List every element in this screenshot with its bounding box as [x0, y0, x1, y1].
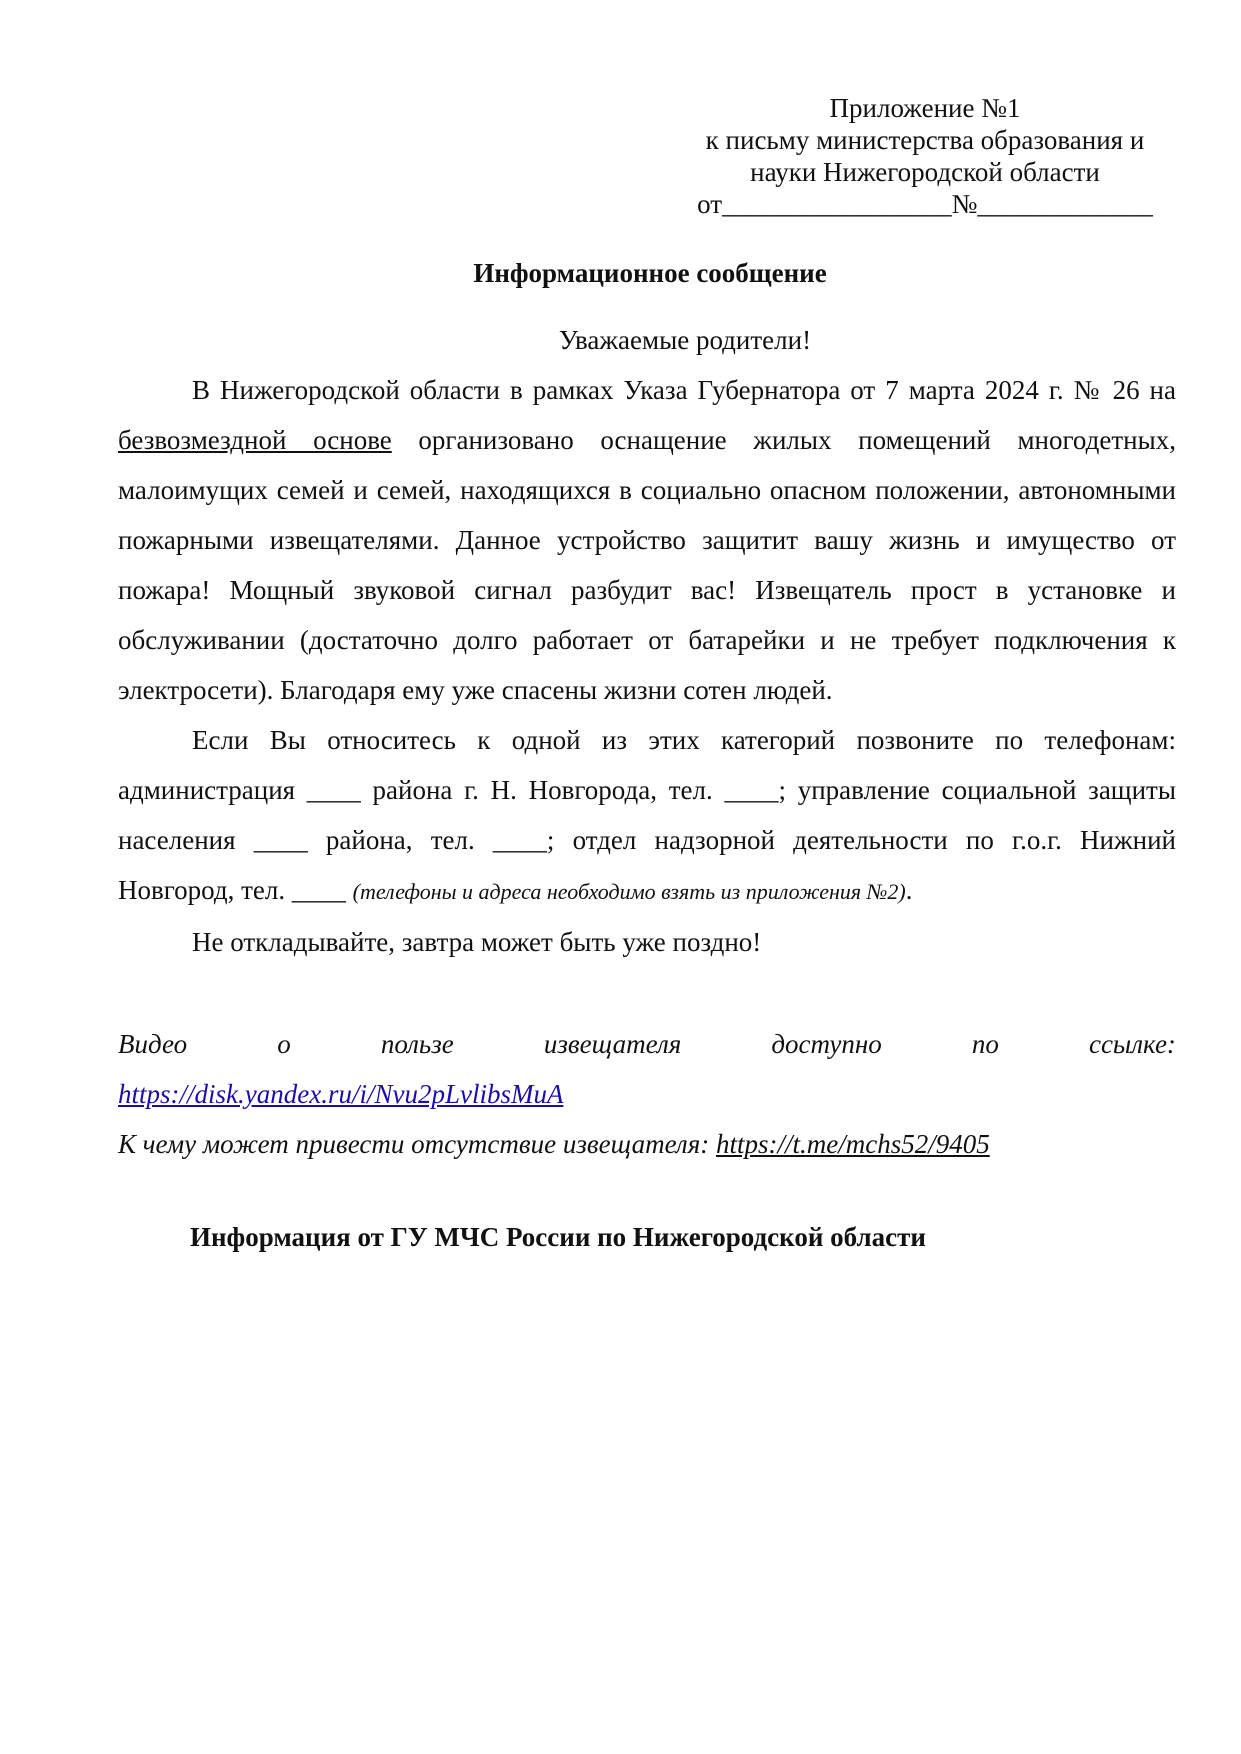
- consequence-line: [118, 1119, 1176, 1169]
- appendix-ministry: науки Нижегородской области: [750, 157, 1100, 187]
- paragraph-contacts: [118, 715, 1176, 917]
- video-word: доступно: [771, 1029, 882, 1059]
- document-title: Информационное сообщение: [473, 258, 827, 288]
- consequence-label: К чему может привести отсутствие извещателя:: [118, 1129, 716, 1159]
- telegram-link[interactable]: https://t.me/mchs52/9405: [716, 1129, 990, 1159]
- video-link-line: [118, 1069, 1176, 1119]
- appendix-date-number: от_________________№_____________: [697, 189, 1153, 219]
- appendix-number: Приложение №1: [829, 93, 1021, 123]
- free-of-charge-underlined: безвозмездной основе: [118, 425, 392, 455]
- greeting: Уважаемые родители!: [558, 325, 812, 355]
- paragraph-contacts-text: Если Вы относитесь к одной из этих категорий позвоните по телефонам: администрация ____ района г. Н. Новгорода, тел. ____; управление социальной защиты населения ____ района, тел. ____; отдел надзорной деятельности по г.о.г. Нижний Новгород, тел. ____: [118, 725, 1176, 905]
- mchs-info-heading: Информация от ГУ МЧС России по Нижегородской области: [190, 1222, 926, 1252]
- video-intro-line: [118, 1019, 1176, 1069]
- paragraph-decree-start: В Нижегородской области в рамках Указа Губернатора от 7 марта 2024 г. № 26 на: [192, 375, 1176, 405]
- video-word: ссылке:: [1088, 1029, 1176, 1059]
- appendix-letter-ref: к письму министерства образования и: [705, 125, 1145, 155]
- video-section: [118, 1019, 1176, 1169]
- video-word: Видео: [118, 1029, 188, 1059]
- body-text: [118, 365, 1176, 967]
- paragraph-decree-rest: организовано оснащение жилых помещений многодетных, малоимущих семей и семей, находящихся в социально опасном положении, автономными пожарными извещателями. Данное устройство защитит вашу жизнь и имущество от пожара! Мощный звуковой сигнал разбудит вас! Извещатель прост в установке и обслуживании (достаточно долго работает от батарейки и не требует подключения к электросети). Благодаря ему уже спасены жизни сотен людей.: [118, 425, 1176, 705]
- contacts-end: .: [905, 875, 913, 905]
- video-word: извещателя: [543, 1029, 682, 1059]
- video-word: пользе: [380, 1029, 454, 1059]
- video-link[interactable]: https://disk.yandex.ru/i/Nvu2pLvlibsMuA: [118, 1079, 564, 1109]
- paragraph-urge: Не откладывайте, завтра может быть уже поздно!: [192, 927, 762, 957]
- appendix-header: [660, 92, 1190, 220]
- video-word: по: [971, 1029, 999, 1059]
- paragraph-decree: [118, 365, 1176, 715]
- contacts-note: (телефоны и адреса необходимо взять из приложения №2): [352, 879, 906, 904]
- video-word: о: [277, 1029, 291, 1059]
